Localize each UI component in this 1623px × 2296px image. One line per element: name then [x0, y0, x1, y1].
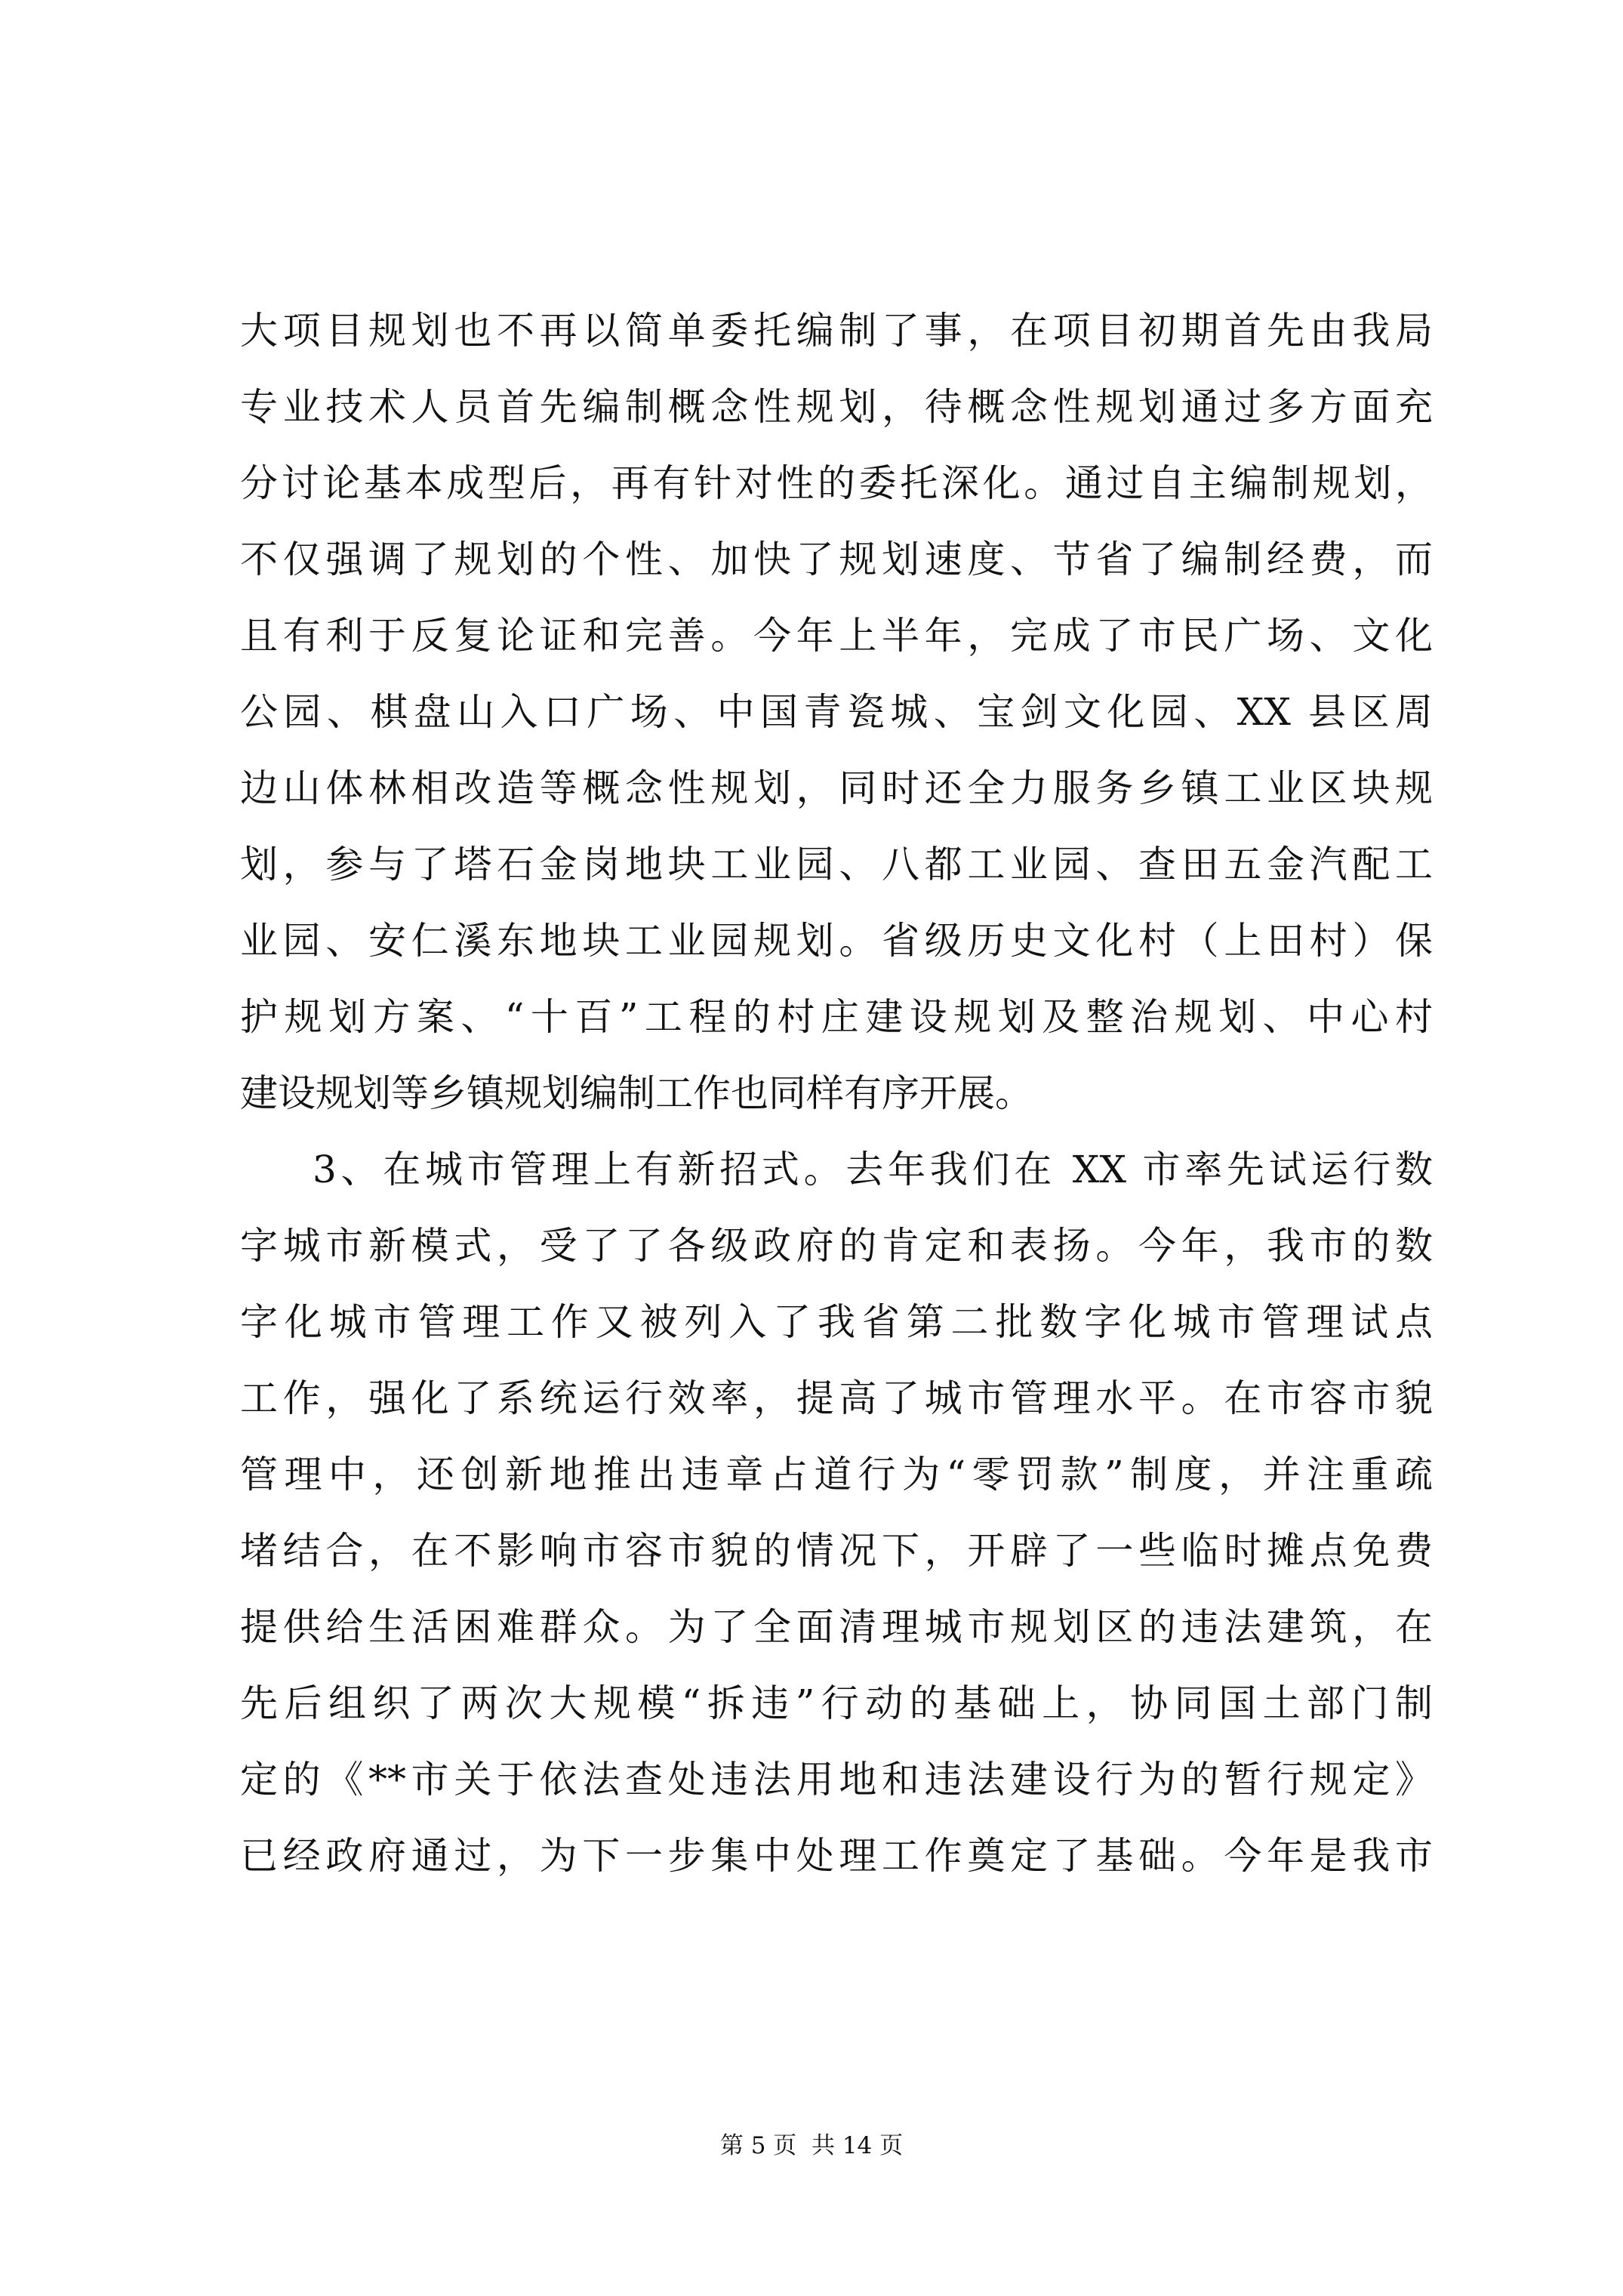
text-line: 堵结合，在不影响市容市貌的情况下，开辟了一些临时摊点免费: [240, 1529, 1433, 1573]
text-line: 工作，强化了系统运行效率，提高了城市管理水平。在市容市貌: [240, 1376, 1433, 1420]
text-line: 建设规划等乡镇规划编制工作也同样有序开展。: [240, 1071, 1033, 1115]
text-line: 管理中，还创新地推出违章占道行为“零罚款”制度，并注重疏: [240, 1453, 1433, 1496]
text-line: 提供给生活困难群众。为了全面清理城市规划区的违法建筑，在: [240, 1605, 1433, 1649]
paragraph-2: [240, 1132, 1433, 1894]
text-line: 专业技术人员首先编制概念性规划，待概念性规划通过多方面充: [240, 385, 1433, 429]
text-line: 分讨论基本成型后，再有针对性的委托深化。通过自主编制规划，: [240, 461, 1433, 505]
document-body: [240, 293, 1433, 1894]
text-line: 不仅强调了规划的个性、加快了规划速度、节省了编制经费，而: [240, 538, 1433, 581]
text-line: 字化城市管理工作又被列入了我省第二批数字化城市管理试点: [240, 1300, 1433, 1344]
text-line: 业园、安仁溪东地块工业园规划。省级历史文化村（上田村）保: [240, 919, 1433, 963]
text-line: 边山体林相改造等概念性规划，同时还全力服务乡镇工业区块规: [240, 766, 1433, 810]
text-line: 定的《**市关于依法查处违法用地和违法建设行为的暂行规定》: [240, 1758, 1433, 1801]
text-line: 且有利于反复论证和完善。今年上半年，完成了市民广场、文化: [240, 614, 1433, 658]
text-line: 护规划方案、“十百”工程的村庄建设规划及整治规划、中心村: [240, 995, 1433, 1039]
text-line: 大项目规划也不再以简单委托编制了事，在项目初期首先由我局: [240, 309, 1433, 353]
text-line: 先后组织了两次大规模“拆违”行动的基础上，协同国土部门制: [240, 1681, 1433, 1725]
text-line: 公园、棋盘山入口广场、中国青瓷城、宝剑文化园、XX 县区周: [240, 690, 1433, 734]
text-line: 已经政府通过，为下一步集中处理工作奠定了基础。今年是我市: [240, 1834, 1433, 1878]
page-number-footer: 第 5 页 共 14 页: [719, 2132, 904, 2159]
paragraph-1: [240, 293, 1433, 1132]
text-line: 划，参与了塔石金岗地块工业园、八都工业园、查田五金汽配工: [240, 843, 1433, 886]
text-line: 字城市新模式，受了了各级政府的肯定和表扬。今年，我市的数: [240, 1224, 1433, 1268]
text-line: 3、在城市管理上有新招式。去年我们在 XX 市率先试运行数: [313, 1148, 1433, 1191]
